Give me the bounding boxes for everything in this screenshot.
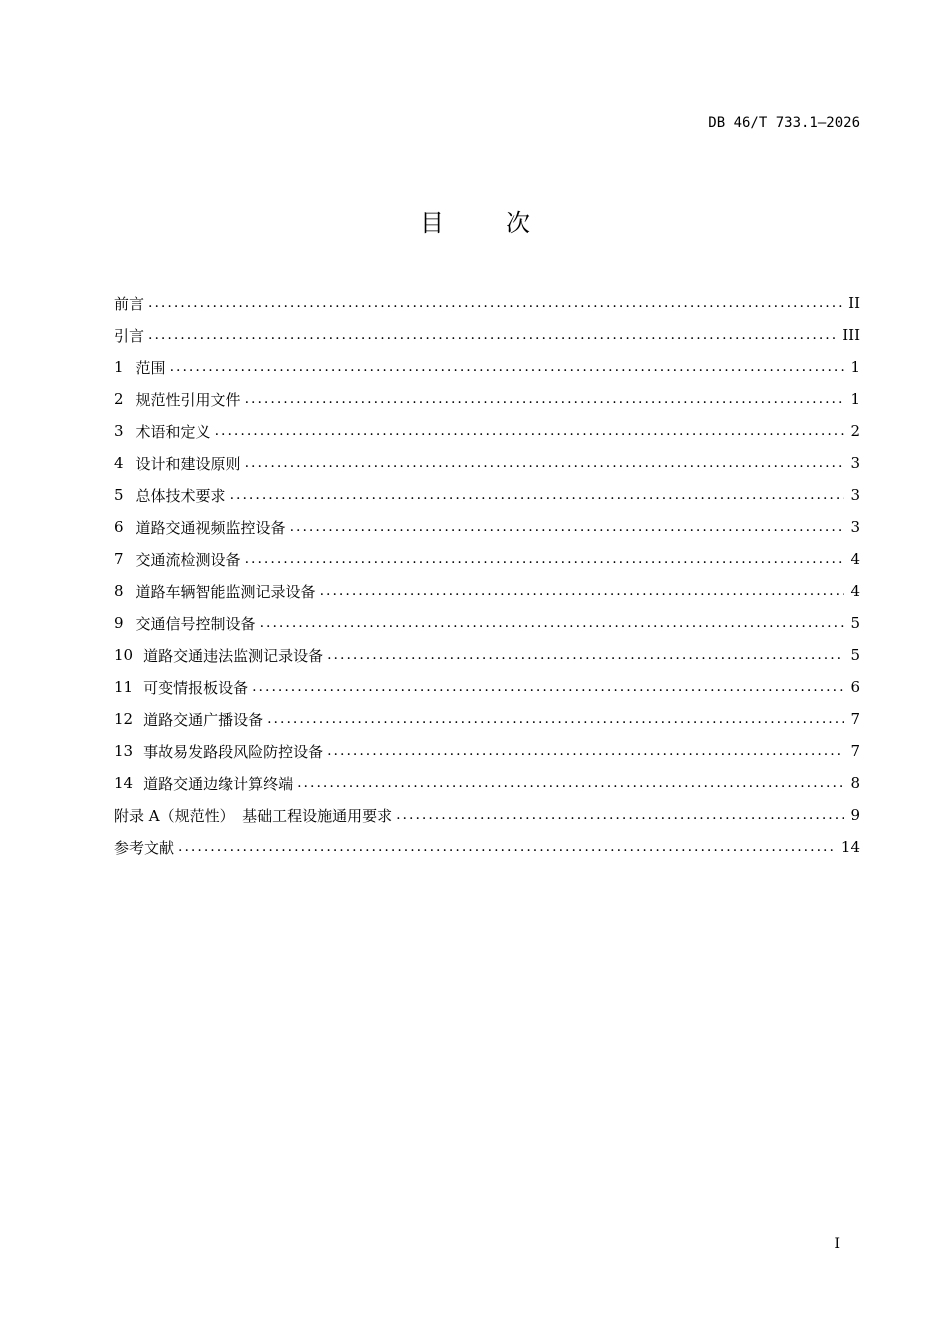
- toc-entry[interactable]: [114, 607, 860, 639]
- toc-entry-label: 道路交通违法监测记录设备: [143, 646, 324, 665]
- toc-leader-dots: [245, 455, 844, 471]
- toc-entry[interactable]: [114, 639, 860, 671]
- toc-entry-label: 道路交通边缘计算终端: [143, 774, 294, 793]
- toc-leader-dots: [290, 519, 844, 535]
- toc-leader-dots: [252, 679, 844, 695]
- page-title: [0, 203, 950, 238]
- toc-entry-number: 12: [114, 710, 134, 728]
- toc-entry-number: 6: [114, 518, 124, 536]
- toc-leader-dots: [327, 647, 844, 663]
- toc-entry-label: 范围: [135, 358, 166, 377]
- toc-entry[interactable]: [114, 671, 860, 703]
- toc-entry[interactable]: [114, 383, 860, 415]
- toc-leader-dots: [260, 615, 844, 631]
- toc-entry-label: 事故易发路段风险防控设备: [143, 742, 324, 761]
- toc-entry-number: 8: [114, 582, 124, 600]
- toc-entry-number: 3: [114, 422, 124, 440]
- toc-entry-number: 4: [114, 454, 124, 472]
- toc-leader-dots: [148, 295, 844, 311]
- toc-entry[interactable]: [114, 319, 860, 351]
- toc-entry-label: 附录 A（规范性） 基础工程设施通用要求: [114, 806, 393, 825]
- toc-entry-page: 8: [850, 774, 860, 792]
- toc-entry-page: 7: [850, 710, 860, 728]
- toc-entry[interactable]: [114, 447, 860, 479]
- toc-entry-page: III: [842, 326, 860, 344]
- toc-leader-dots: [320, 583, 844, 599]
- toc-entry-label: 可变情报板设备: [143, 678, 249, 697]
- toc-entry-page: 7: [850, 742, 860, 760]
- toc-entry-number: 13: [114, 742, 134, 760]
- toc-entry-page: 3: [850, 518, 860, 536]
- toc-entry-page: 1: [850, 358, 860, 376]
- page-number: I: [834, 1236, 840, 1252]
- toc-leader-dots: [297, 775, 844, 791]
- toc-entry-label: 参考文献: [114, 838, 175, 857]
- toc-entry-number: 1: [114, 358, 124, 376]
- toc-entry-page: 4: [850, 550, 860, 568]
- toc-entry-page: 6: [850, 678, 860, 696]
- toc-entry-label: 道路车辆智能监测记录设备: [135, 582, 316, 601]
- toc-entry-number: 7: [114, 550, 124, 568]
- toc-entry[interactable]: [114, 479, 860, 511]
- toc-entry-label: 前言: [114, 294, 145, 313]
- toc-entry-label: 引言: [114, 326, 145, 345]
- toc-leader-dots: [170, 359, 844, 375]
- toc-entry[interactable]: [114, 767, 860, 799]
- toc-entry-label: 交通信号控制设备: [135, 614, 256, 633]
- toc-entry-number: 10: [114, 646, 134, 664]
- toc-leader-dots: [178, 839, 837, 855]
- toc-entry[interactable]: [114, 511, 860, 543]
- title-char-2: 次: [506, 209, 530, 237]
- toc-entry[interactable]: [114, 543, 860, 575]
- toc-entry[interactable]: [114, 703, 860, 735]
- toc-leader-dots: [267, 711, 844, 727]
- toc-entry[interactable]: [114, 831, 860, 863]
- document-code: DB 46/T 733.1—2026: [708, 115, 860, 131]
- toc-entry-number: 5: [114, 486, 124, 504]
- toc-entry-page: 14: [840, 838, 860, 856]
- toc-entry[interactable]: [114, 351, 860, 383]
- table-of-contents: [114, 287, 860, 863]
- title-char-1: 目: [420, 209, 444, 237]
- toc-leader-dots: [215, 423, 844, 439]
- toc-entry-page: 4: [850, 582, 860, 600]
- toc-entry-page: 5: [850, 646, 860, 664]
- toc-entry-number: 9: [114, 614, 124, 632]
- toc-entry-page: 5: [850, 614, 860, 632]
- toc-entry-label: 术语和定义: [135, 422, 211, 441]
- toc-entry-label: 交通流检测设备: [135, 550, 241, 569]
- toc-entry-page: 2: [850, 422, 860, 440]
- toc-entry-page: 9: [850, 806, 860, 824]
- toc-entry-page: II: [848, 294, 860, 312]
- toc-entry-number: 11: [114, 678, 134, 696]
- toc-entry-page: 1: [850, 390, 860, 408]
- toc-entry-number: 2: [114, 390, 124, 408]
- toc-entry-label: 设计和建设原则: [135, 454, 241, 473]
- toc-entry[interactable]: [114, 415, 860, 447]
- toc-leader-dots: [327, 743, 844, 759]
- toc-entry-label: 道路交通广播设备: [143, 710, 264, 729]
- toc-leader-dots: [230, 487, 844, 503]
- toc-entry-label: 总体技术要求: [135, 486, 226, 505]
- toc-entry-label: 规范性引用文件: [135, 390, 241, 409]
- toc-entry-page: 3: [850, 486, 860, 504]
- toc-entry[interactable]: [114, 799, 860, 831]
- toc-entry-label: 道路交通视频监控设备: [135, 518, 286, 537]
- toc-leader-dots: [148, 327, 838, 343]
- toc-entry[interactable]: [114, 575, 860, 607]
- toc-entry-number: 14: [114, 774, 134, 792]
- toc-leader-dots: [245, 551, 844, 567]
- toc-leader-dots: [245, 391, 844, 407]
- toc-entry[interactable]: [114, 287, 860, 319]
- toc-leader-dots: [396, 807, 844, 823]
- toc-entry-page: 3: [850, 454, 860, 472]
- toc-entry[interactable]: [114, 735, 860, 767]
